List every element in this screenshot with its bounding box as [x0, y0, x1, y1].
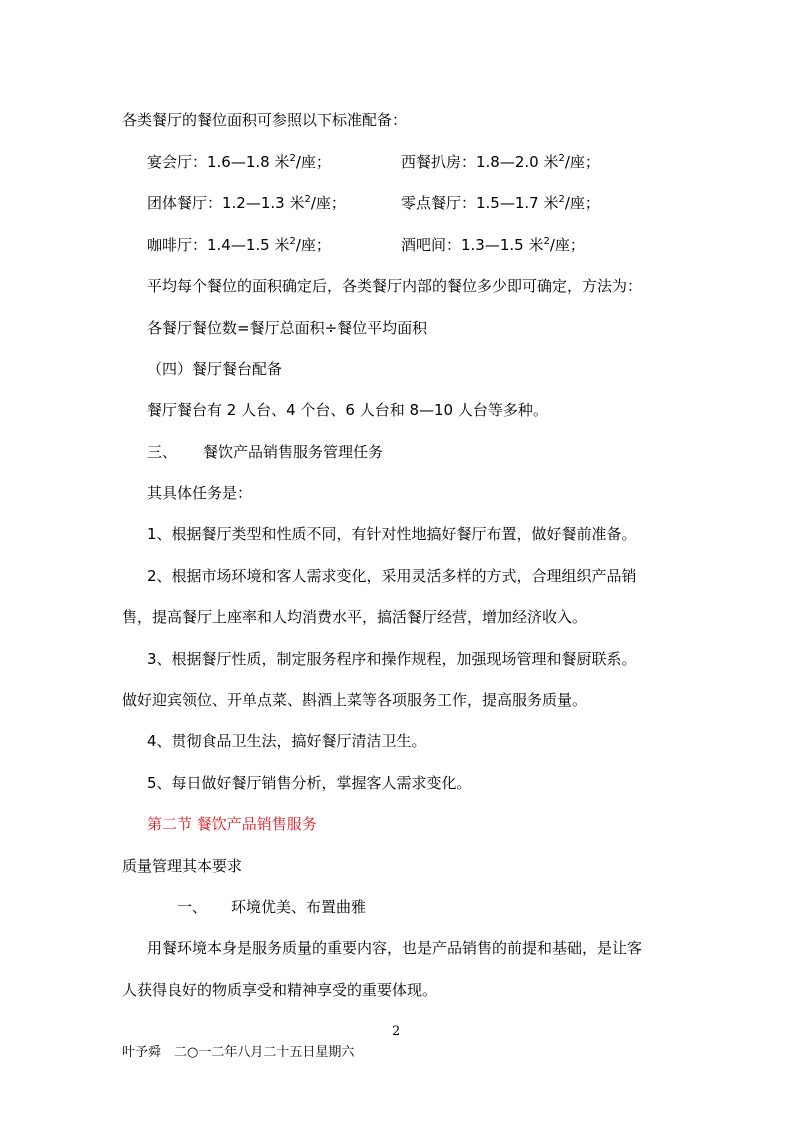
standard-left: 宴会厅：1.6—1.8 米$^2$/座； [147, 153, 331, 171]
heading-number: 一、 [177, 898, 208, 916]
task-item-1: 1、根据餐厅类型和性质不同，有针对性地搞好餐厅布置，做好餐前准备。 [147, 525, 637, 543]
section-heading-4: （四）餐厅餐台配备 [147, 360, 283, 378]
standard-right: 西餐扒房：1.8—2.0 米$^2$/座； [401, 153, 600, 171]
paragraph-environment-cont: 人获得良好的物质享受和精神享受的重要体现。 [122, 981, 438, 999]
task-item-2-cont: 售，提高餐厅上座率和人均消费水平，搞活餐厅经营，增加经济收入。 [122, 608, 588, 626]
task-item-3-cont: 做好迎宾领位、开单点菜、斟酒上菜等各项服务工作，提高服务质量。 [122, 691, 588, 709]
heading-text: 餐饮产品销售服务管理任务 [203, 443, 384, 461]
task-item-2: 2、根据市场环境和客人需求变化，采用灵活多样的方式，合理组织产品销 [147, 567, 637, 585]
task-item-3: 3、根据餐厅性质，制定服务程序和操作规程，加强现场管理和餐厨联系。 [147, 650, 637, 668]
task-item-4: 4、贯彻食品卫生法，搞好餐厅清洁卫生。 [147, 732, 427, 750]
paragraph-tables: 餐厅餐台有 2 人台、4 个台、6 人台和 8—10 人台等多种。 [147, 401, 548, 419]
chapter-heading: 第二节 餐饮产品销售服务 [147, 815, 317, 833]
page-footer: 叶予舜 二○一二年八月二十五日星期六 [122, 1045, 355, 1060]
heading-number: 三、 [147, 443, 178, 461]
formula-line: 各餐厅餐位数=餐厅总面积÷餐位平均面积 [147, 319, 428, 337]
standard-right: 零点餐厅：1.5—1.7 米$^2$/座； [401, 194, 600, 212]
standard-left: 咖啡厅：1.4—1.5 米$^2$/座； [147, 236, 331, 254]
page-number: 2 [392, 1024, 401, 1039]
paragraph-environment: 用餐环境本身是服务质量的重要内容，也是产品销售的前提和基础，是让客 [147, 939, 643, 957]
subsection-title: 质量管理其本要求 [122, 857, 243, 875]
standard-left: 团体餐厅：1.2—1.3 米$^2$/座； [147, 194, 346, 212]
paragraph-tasks-intro: 其具体任务是： [147, 484, 253, 502]
paragraph-intro: 各类餐厅的餐位面积可参照以下标准配备： [122, 111, 408, 129]
heading-text: 环境优美、布置曲雅 [231, 898, 367, 916]
task-item-5: 5、每日做好餐厅销售分析，掌握客人需求变化。 [147, 774, 472, 792]
standard-right: 酒吧间：1.3—1.5 米$^2$/座； [401, 236, 585, 254]
paragraph-method: 平均每个餐位的面积确定后，各类餐厅内部的餐位多少即可确定，方法为： [147, 277, 643, 295]
